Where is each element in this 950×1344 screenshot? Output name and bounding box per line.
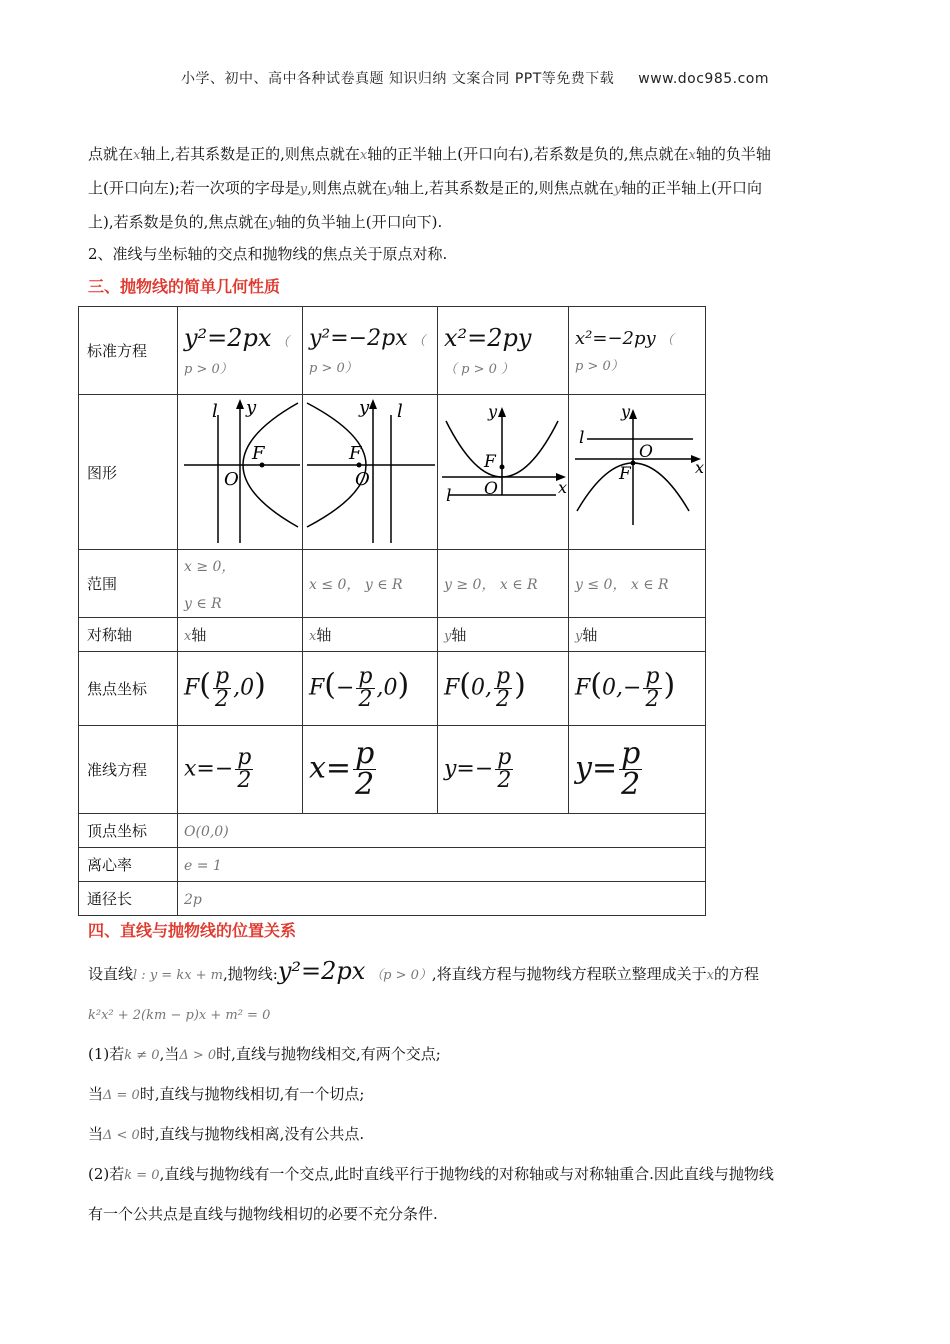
label-standard-eq: 标准方程: [79, 307, 178, 395]
svg-text:O: O: [355, 469, 370, 490]
graph-up-opening: [438, 395, 569, 550]
svg-text:O: O: [224, 469, 239, 490]
svg-text:x: x: [558, 478, 568, 497]
svg-text:y: y: [359, 397, 370, 418]
graph-down-opening: [569, 395, 706, 550]
svg-text:F: F: [252, 443, 265, 464]
label-graph: 图形: [79, 395, 178, 550]
svg-text:F: F: [619, 464, 631, 484]
svg-text:l: l: [397, 401, 403, 422]
svg-text:l: l: [446, 486, 452, 506]
graph-2: [303, 395, 437, 545]
graph-3: [438, 395, 568, 545]
graph-1: [178, 395, 302, 545]
point-2: 2、准线与坐标轴的交点和抛物线的焦点关于原点对称.: [88, 245, 448, 263]
graph-right-opening: [178, 395, 303, 550]
svg-text:y: y: [621, 402, 631, 421]
header-url[interactable]: www.doc985.com: [638, 71, 770, 87]
svg-text:l: l: [579, 428, 585, 448]
parabola-properties-table: 标准方程 y²=2px （ p > 0） y²=−2px （ p > 0） x²=2py （ p > 0 ） x²=−2py （ p > 0） 图形 l y F O l y F O y F O l x y l O F x 范围 x ≥ 0， y ∈ R x ≤ 0， y ∈ R y ≥ 0， x ∈ R y ≤ 0， x ∈ R 对称轴 x轴 x轴 y轴 y轴 焦点坐标 F( $\frac{p}{2}$ ,0) F(− $\frac{p}{2}$ ,0) F(0, $\frac{p}{2}$ ) F(0,− $\frac{p}{2}$ ) 准线方程 x=− $\frac{p}{2}$ x= $\frac{p}{2}$ y=− $\frac{p}{2}$ y= $\frac{p}{2}$ 顶点坐标 O(0,0) 离心率 e = 1 通径长 2p: [78, 306, 706, 916]
intro-paragraph: 点就在x轴上,若其系数是正的,则焦点就在x轴的正半轴上(开口向右),若系数是负的,焦点就在x轴的负半轴 上(开口向左);若一次项的字母是y,则焦点就在y轴上,若其系数是正的,则焦点就在y轴的正半轴上(开口向 上),若系数是负的,焦点就在y轴的负半轴上(开口向下).: [88, 145, 771, 231]
svg-text:y: y: [488, 402, 498, 421]
page-header: [0, 68, 950, 88]
svg-text:O: O: [484, 479, 498, 499]
header-text: 小学、初中、高中各种试卷真题 知识归纳 文案合同 PPT等免费下载: [180, 71, 615, 87]
graph-4: [569, 395, 705, 545]
svg-text:F: F: [349, 443, 362, 464]
svg-text:l: l: [212, 401, 218, 422]
svg-text:O: O: [639, 442, 653, 462]
svg-text:x: x: [695, 458, 705, 477]
graph-left-opening: [303, 395, 438, 550]
section-4-title: 四、直线与抛物线的位置关系: [88, 921, 297, 940]
section-4-body: 设直线l : y = kx + m,抛物线:y²=2px （p > 0）,将直线方程与抛物线方程联立整理成关于x的方程 k²x² + 2(km − p)x + m² = 0 (1)若k ≠ 0,当Δ > 0时,直线与抛物线相交,有两个交点; 当Δ = 0时,直线与抛物线相切,有一个切点; 当Δ < 0时,直线与抛物线相离,没有公共点. (2)若k = 0,直线与抛物线有一个交点,此时直线平行于抛物线的对称轴或与对称轴重合.因此直线与抛物线 有一个公共点是直线与抛物线相切的必要不充分条件.: [88, 957, 774, 1223]
svg-text:F: F: [484, 452, 496, 472]
svg-text:y: y: [246, 397, 257, 418]
section-3-title: 三、抛物线的简单几何性质: [88, 277, 281, 296]
